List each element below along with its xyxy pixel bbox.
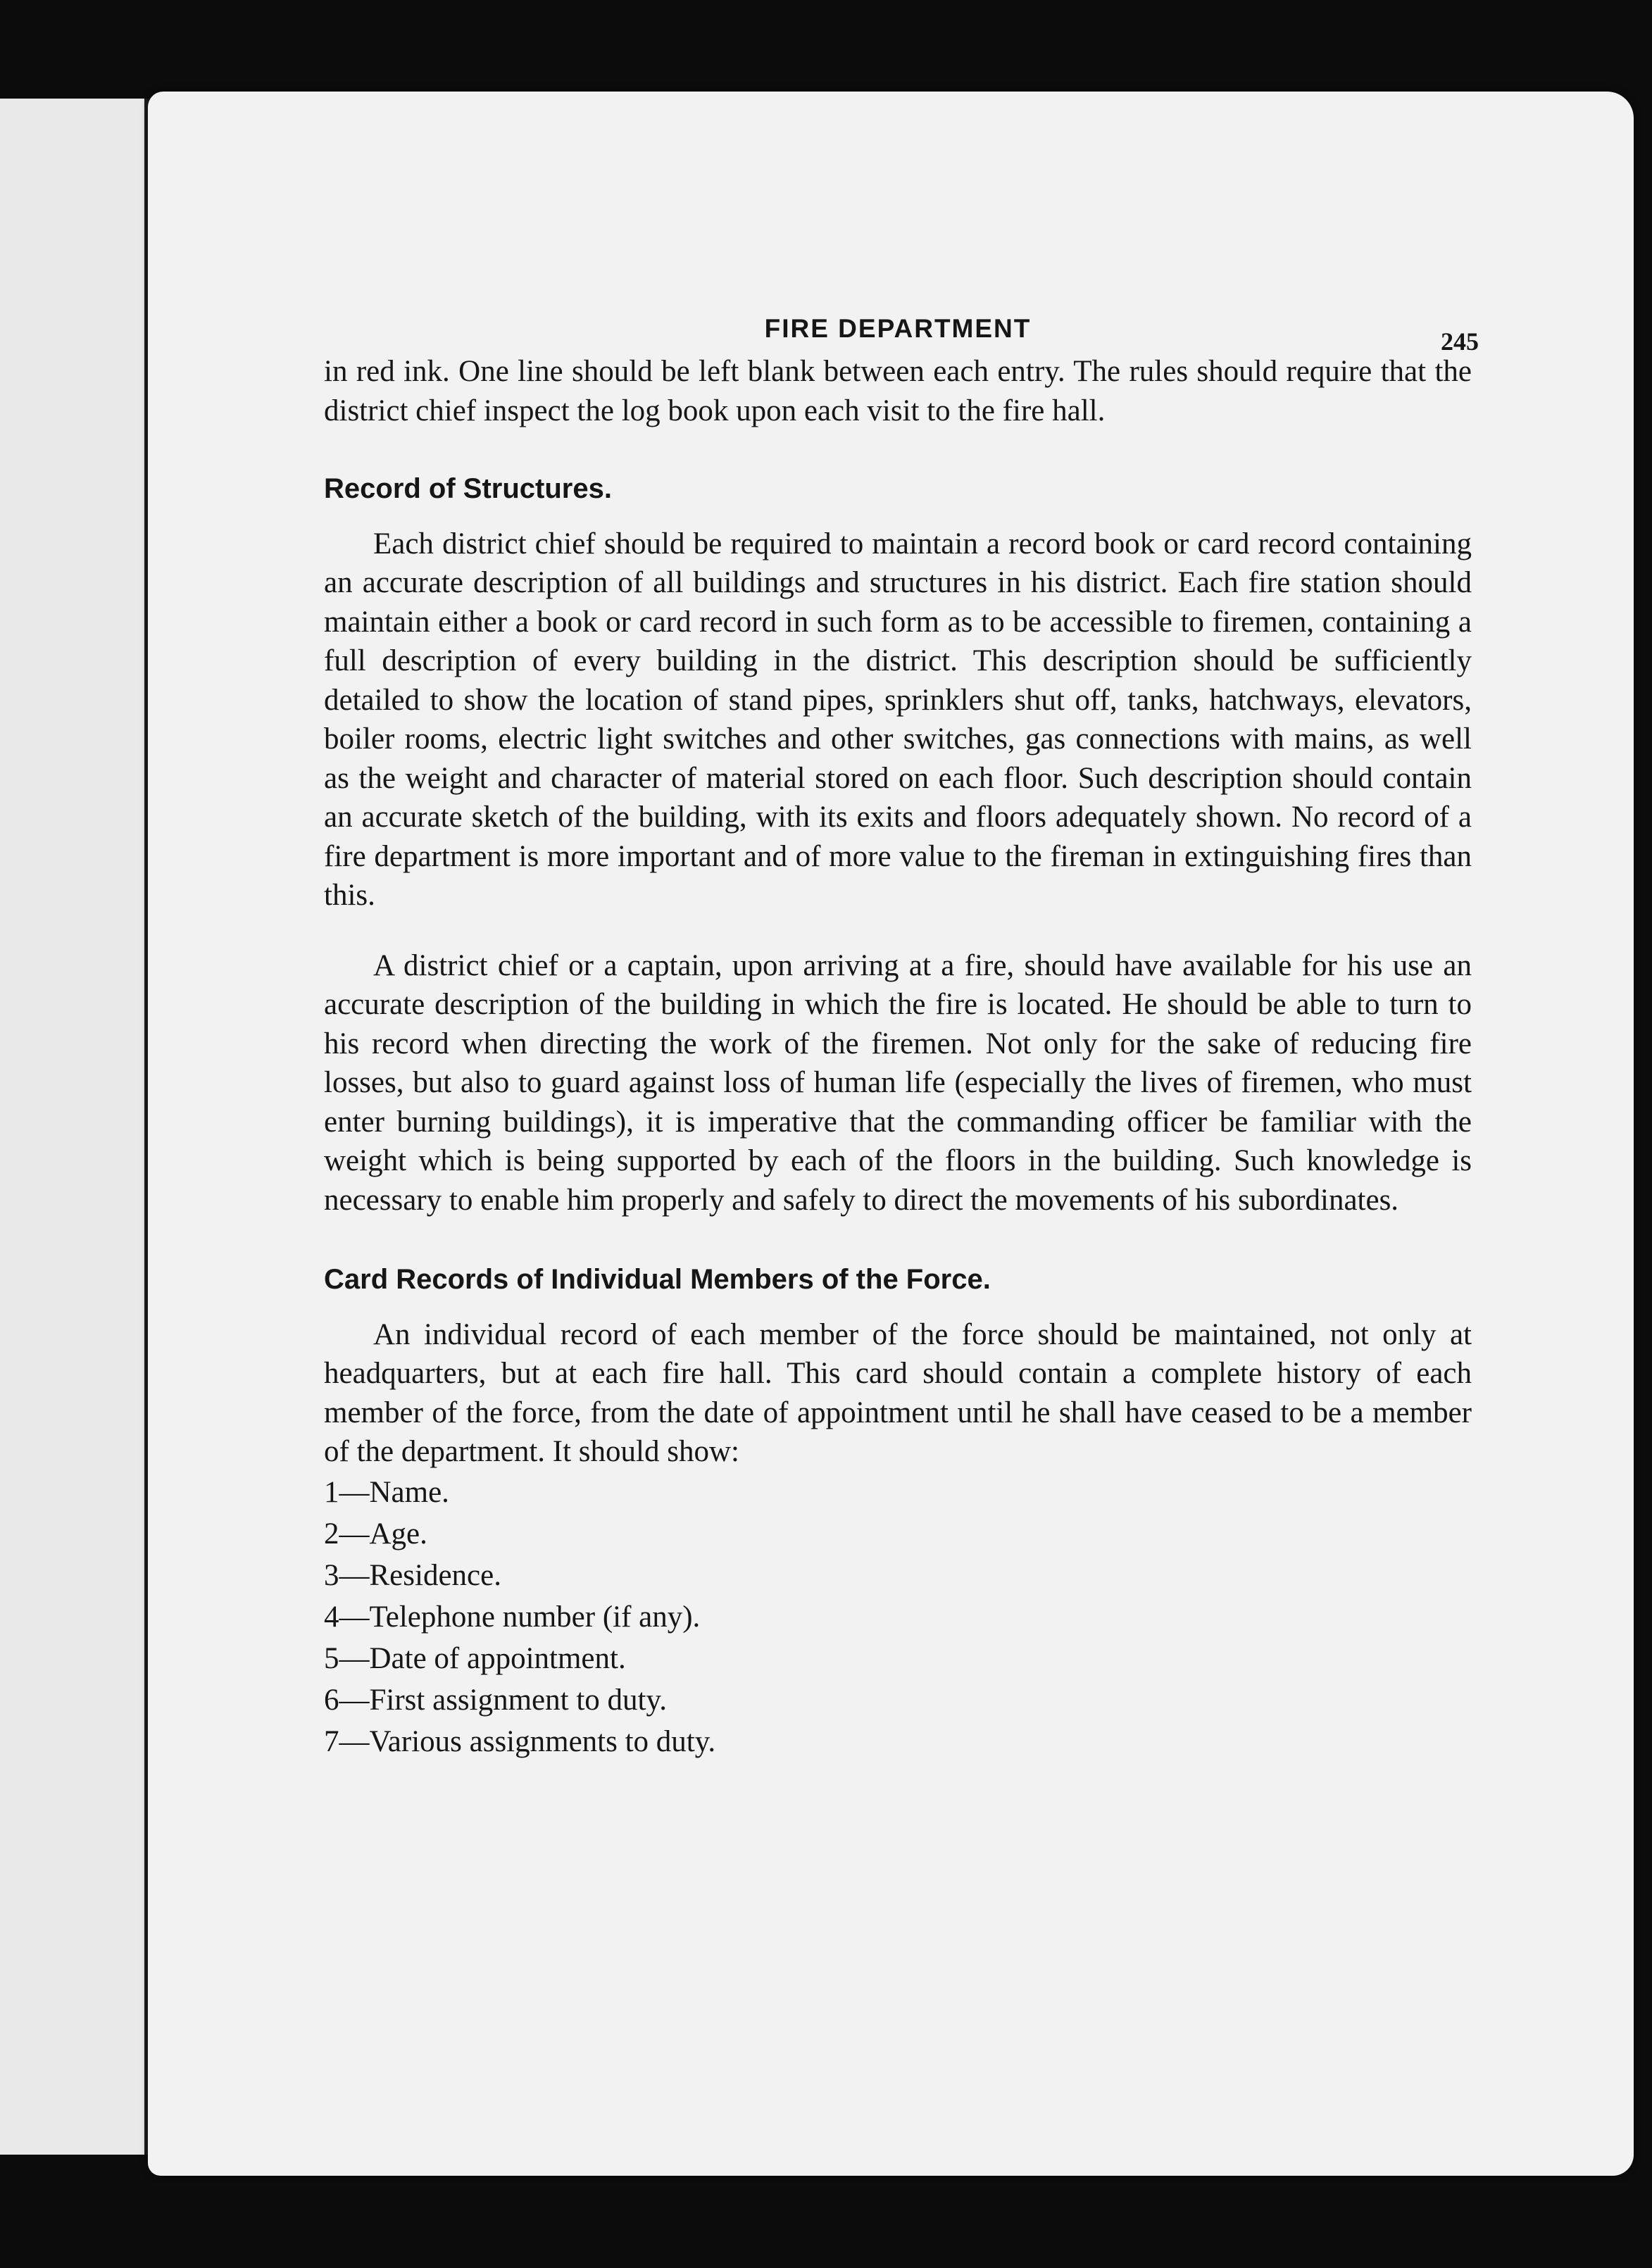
page-number: 245 bbox=[1441, 327, 1479, 356]
book-page bbox=[148, 92, 1634, 2176]
section-heading-record-of-structures: Record of Structures. bbox=[324, 473, 612, 504]
list-item: 4—Telephone number (if any). bbox=[324, 1600, 701, 1634]
list-item: 7—Various assignments to duty. bbox=[324, 1724, 716, 1758]
record-fields-list bbox=[324, 1472, 1472, 1762]
running-title: FIRE DEPARTMENT bbox=[764, 314, 1032, 343]
section-heading-card-records: Card Records of Individual Members of the Force. bbox=[324, 1264, 991, 1295]
facing-page-edge bbox=[0, 99, 149, 2155]
paragraph-record-book: Each district chief should be required to maintain a record book or card record containing an accurate description of all buildings and structures in his district. Each fire station should maintain either a book or card record in such form as to be accessible to firemen, containing a full description of every building in the district. This description should be sufficiently detailed to show the location of stand pipes, sprinklers shut off, tanks, hatchways, elevators, boiler rooms, electric light switches and other switches, gas connections with mains, as well as the weight and character of material stored on each floor. Such description should contain an accurate sketch of the building, with its exits and floors adequately shown. No record of a fire department is more important and of more value to the fireman in extinguishing fires than this. bbox=[324, 527, 1472, 912]
list-item: 6—First assignment to duty. bbox=[324, 1683, 667, 1717]
continued-paragraph: in red ink. One line should be left blank between each entry. The rules should require that the district chief inspect the log book upon each visit to the fire hall. bbox=[324, 355, 1472, 427]
list-item: 1—Name. bbox=[324, 1475, 449, 1509]
list-item: 2—Age. bbox=[324, 1517, 427, 1550]
list-item: 5—Date of appointment. bbox=[324, 1641, 626, 1675]
running-head bbox=[324, 310, 1479, 356]
page-text-block bbox=[324, 310, 1479, 1762]
paragraph-district-chief: A district chief or a captain, upon arriving at a fire, should have available for his use an accurate description of the building in which the fire is located. He should be able to turn to his record when directing the work of the firemen. Not only for the sake of reducing fire losses, but also to guard against loss of human life (especially the lives of firemen, who must enter burning buildings), it is imperative that the commanding officer be familiar with the weight which is being supported by each of the floors in the building. Such knowledge is necessary to enable him properly and safely to direct the movements of his subordinates. bbox=[324, 948, 1472, 1217]
paragraph-individual-record: An individual record of each member of the force should be maintained, not only at headquarters, but at each fire hall. This card should contain a complete history of each member of the force, from the date of appointment until he shall have ceased to be a member of the department. It should show: bbox=[324, 1317, 1472, 1468]
list-item: 3—Residence. bbox=[324, 1558, 501, 1592]
